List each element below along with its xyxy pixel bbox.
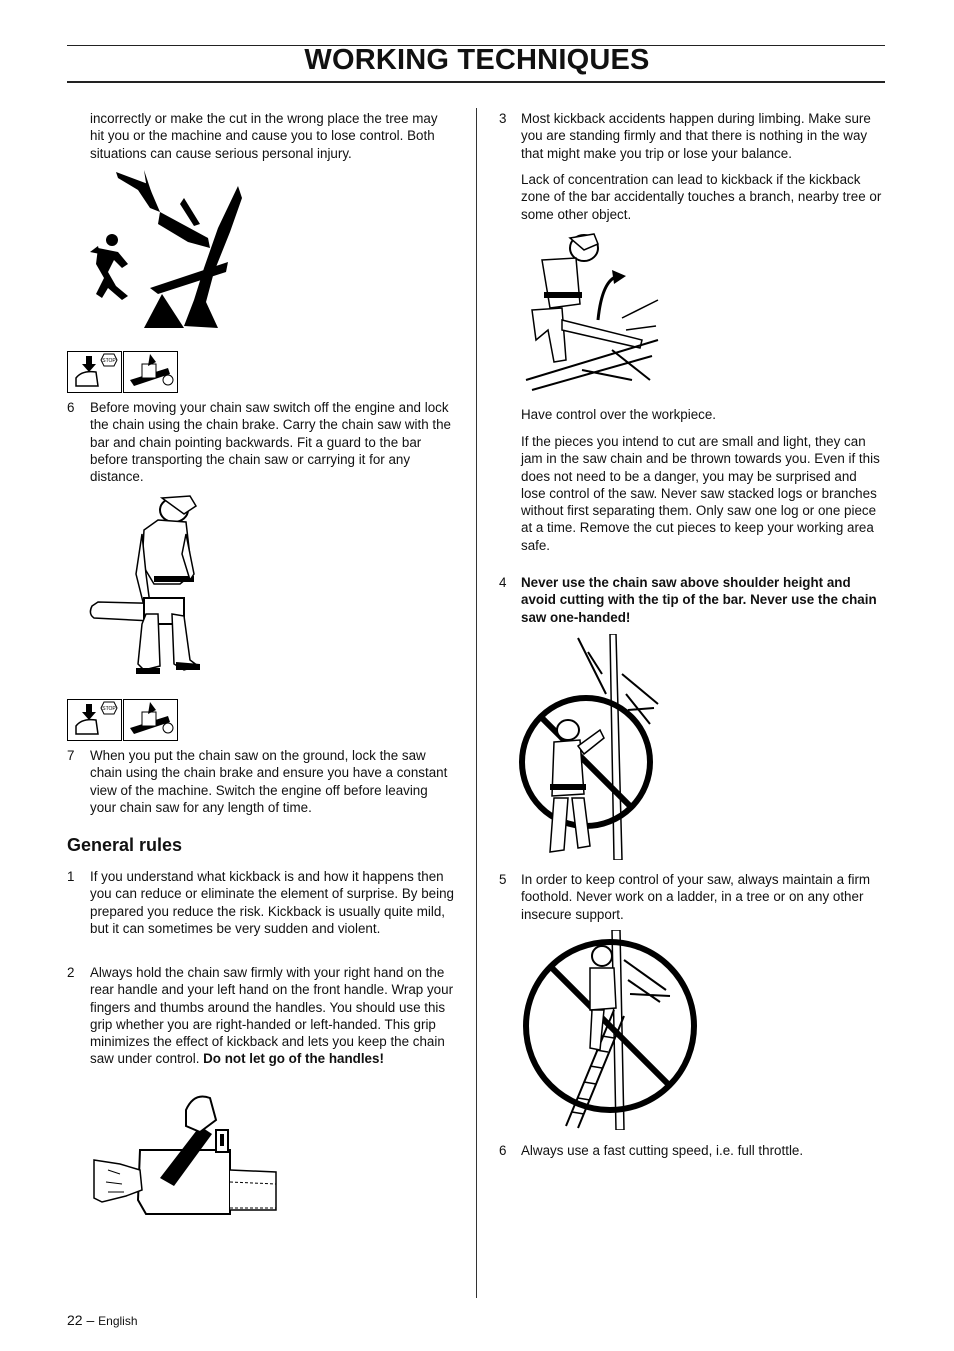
ladder-prohibited-illustration — [520, 930, 702, 1130]
carry-saw-icon — [123, 699, 178, 741]
page-footer — [67, 1312, 138, 1328]
falling-tree-illustration — [88, 168, 248, 333]
stop-label: STOP — [102, 706, 116, 712]
page-title: WORKING TECHNIQUES — [304, 44, 650, 76]
rule-4-number: 4 — [499, 575, 507, 590]
above-shoulder-prohibited-illustration — [518, 634, 666, 860]
man-carrying-saw-illustration — [88, 494, 208, 678]
item-6-text: Before moving your chain saw switch off the engine and lock the chain using the chain brake. Carry the chain saw with the bar and chain pointing backwards. Fit a guard to the bar before transporting the chain saw or carrying it for any distance. — [90, 400, 452, 485]
rule-6-text: Always use a fast cutting speed, i.e. full throttle. — [521, 1143, 804, 1158]
limbing-kickback-illustration — [522, 230, 662, 395]
rule-1-text: If you understand what kickback is and how it happens then you can reduce or eliminate the element of surprise. By being prepared you reduce the risk. Kickback is usually quite mild, but it can sometimes be very sudden and violent. — [90, 869, 454, 936]
column-divider — [476, 108, 477, 1298]
item-7-number: 7 — [67, 748, 75, 763]
rule-6-number: 6 — [499, 1143, 507, 1158]
rule-3-paragraph-2: Lack of concentration can lead to kickback if the kickback zone of the bar accidentally touches a branch, nearby tree or some other object. — [521, 172, 882, 222]
chain-brake-stop-icon — [67, 699, 122, 741]
rule-3-text: Most kickback accidents happen during limbing. Make sure you are standing firmly and that there is nothing in the way that might make you trip or lose your balance. — [521, 111, 871, 161]
carry-saw-icon — [123, 351, 178, 393]
rule-5-number: 5 — [499, 872, 507, 887]
intro-paragraph: incorrectly or make the cut in the wrong place the tree may hit you or the machine and cause you to lose control. Both situations can cause serious personal injury. — [90, 111, 438, 161]
general-rules-heading: General rules — [67, 835, 183, 855]
stop-label: STOP — [102, 358, 116, 364]
rule-5-text: In order to keep control of your saw, always maintain a firm foothold. Never work on a ladder, in a tree or on any other insecure support. — [521, 872, 871, 922]
item-7-text: When you put the chain saw on the ground, lock the saw chain using the chain brake and ensure you have a constant view of the machine. Switch the engine off before leaving your chain saw for any length of time. — [90, 748, 448, 815]
page-number: 22 – — [67, 1312, 95, 1328]
control-paragraph-1: Have control over the workpiece. — [521, 407, 717, 422]
item-6-number: 6 — [67, 400, 75, 415]
grip-handles-illustration — [90, 1090, 280, 1220]
header-bottom-rule — [67, 81, 885, 83]
rule-4-text: Never use the chain saw above shoulder height and avoid cutting with the tip of the bar. Never use the chain saw one-handed! — [521, 575, 877, 625]
rule-2-text: Always hold the chain saw firmly with your right hand on the rear handle and your left hand on the front handle. Wrap your fingers and thumbs around the handles. You should use this grip whether you are right-handed or left-handed. This grip minimizes the effect of kickback and lets you keep the chain saw under control. Do not let go of the handles! — [90, 965, 454, 1067]
footer-language: English — [98, 1314, 138, 1328]
rule-1-number: 1 — [67, 869, 75, 884]
control-paragraph-2: If the pieces you intend to cut are small and light, they can jam in the saw chain and be thrown towards you. Even if this does not need to be a danger, you may be surprised and lose control of the saw. Never saw stacked logs or branches without first separating them. Only saw one log or one piece at a time. Remove the cut pieces to keep your working area safe. — [521, 434, 880, 553]
rule-3-number: 3 — [499, 111, 507, 126]
chain-brake-stop-icon — [67, 351, 122, 393]
rule-2-number: 2 — [67, 965, 75, 980]
